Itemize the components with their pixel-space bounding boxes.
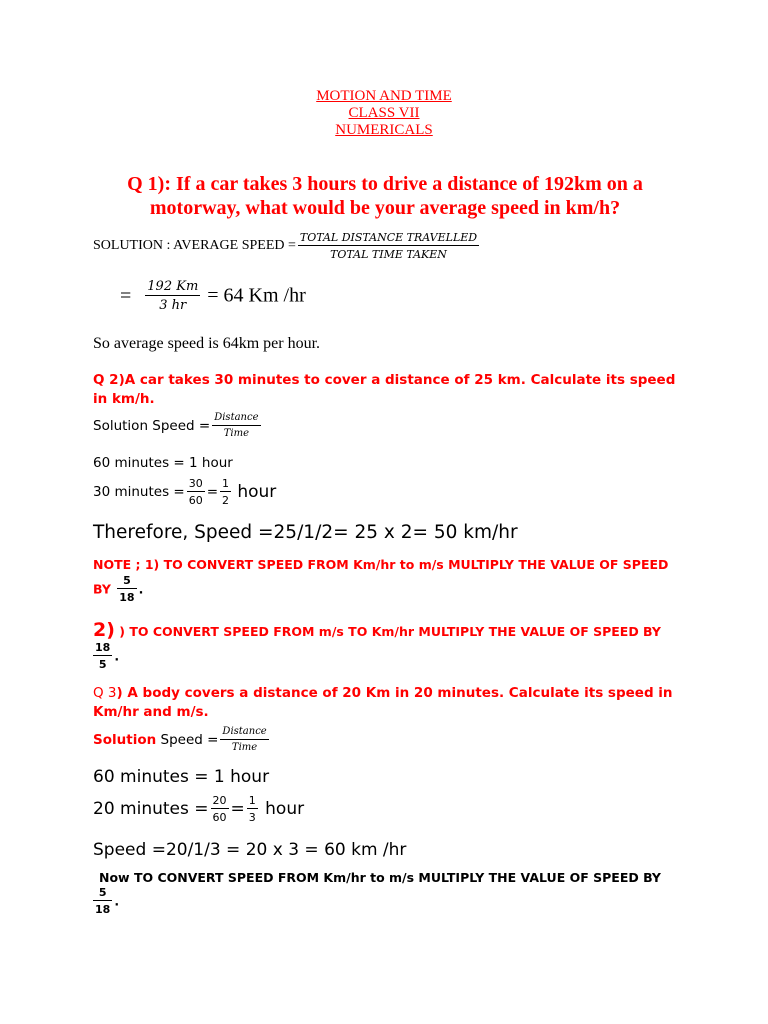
q1-formula-numerator: TOTAL DISTANCE TRAVELLED xyxy=(299,231,478,244)
q2-question-text: Q 2)A car takes 30 minutes to cover a distance of 25 km. Calculate its speed in km/h. xyxy=(93,372,676,407)
note1-by xyxy=(93,575,143,603)
note2-num: 18 xyxy=(95,641,111,654)
q1-solution-label: SOLUTION : AVERAGE SPEED = xyxy=(93,238,296,253)
q3-solution-formula xyxy=(93,727,271,753)
q1-formula-denominator: TOTAL TIME TAKEN xyxy=(330,248,447,261)
q3-label: Q 3 xyxy=(93,685,117,701)
q1-question-text: Q 1): If a car takes 3 hours to drive a distance of 192km on a motorway, what would be your average speed in km/h? xyxy=(127,173,643,219)
note2-text xyxy=(93,619,661,641)
q3-line2-num1: 20 xyxy=(212,794,227,807)
q3-question xyxy=(93,684,683,722)
note2-den: 5 xyxy=(98,658,107,671)
q1-calculation xyxy=(120,280,306,312)
note2-body: ) TO CONVERT SPEED FROM m/s TO Km/hr MULTIPLY THE VALUE OF SPEED BY xyxy=(119,624,661,639)
q2-therefore: Therefore, Speed =25/1/2= 25 x 2= 50 km/hr xyxy=(93,522,518,543)
header-title: MOTION AND TIME xyxy=(316,88,452,104)
note1-num: 5 xyxy=(123,574,131,587)
note1-text: NOTE ; 1) TO CONVERT SPEED FROM Km/hr to m/s MULTIPLY THE VALUE OF SPEED xyxy=(93,557,669,572)
q3-formula-numerator: Distance xyxy=(222,726,267,737)
q2-line2-suffix: hour xyxy=(237,482,277,502)
q3-now-num: 5 xyxy=(98,886,107,899)
q3-line2-eq: = xyxy=(230,799,245,819)
q1-equals: = xyxy=(120,284,132,307)
q3-line2-fraction-2 xyxy=(247,795,258,823)
q3-line2-fraction-1 xyxy=(211,795,229,823)
q2-formula-denominator: Time xyxy=(223,428,249,439)
q2-line2-num1: 30 xyxy=(188,477,203,490)
note1-den: 18 xyxy=(119,591,135,604)
note1-fraction xyxy=(117,575,136,603)
q2-formula-numerator: Distance xyxy=(214,412,259,423)
header-class: CLASS VII xyxy=(348,105,420,121)
note2-fraction xyxy=(93,642,112,670)
q1-calc-fraction xyxy=(145,280,200,312)
q3-line2-num2: 1 xyxy=(248,794,256,807)
q1-conclusion: So average speed is 64km per hour. xyxy=(93,335,321,352)
q3-now-text: Now TO CONVERT SPEED FROM Km/hr to m/s MULTIPLY THE VALUE OF SPEED BY xyxy=(99,870,661,885)
q2-line2-den1: 60 xyxy=(188,494,203,507)
q3-now-fraction-row xyxy=(93,887,119,915)
note1-by-label: BY xyxy=(93,581,111,597)
q3-solution-word: Solution xyxy=(93,732,157,748)
q1-calc-denominator: 3 hr xyxy=(159,298,187,313)
q2-line1: 60 minutes = 1 hour xyxy=(93,455,233,471)
q3-line2 xyxy=(93,795,304,823)
q3-now-end: . xyxy=(114,893,120,909)
q3-speed-label: Speed = xyxy=(156,732,219,748)
q2-line2-fraction-2 xyxy=(220,478,231,506)
q2-question xyxy=(93,371,683,409)
q3-question-text: ) A body covers a distance of 20 Km in 20 minutes. Calculate its speed in Km/hr and m/s. xyxy=(93,685,673,720)
q1-solution-formula xyxy=(93,232,481,260)
q3-line2-den2: 3 xyxy=(248,811,256,824)
note2-end: . xyxy=(114,648,120,664)
q3-line2-suffix: hour xyxy=(265,799,305,819)
q1-calc-numerator: 192 Km xyxy=(147,279,199,294)
q3-line1: 60 minutes = 1 hour xyxy=(93,767,270,787)
q3-formula-denominator: Time xyxy=(231,742,258,753)
q2-solution-label: Solution Speed = xyxy=(93,418,211,434)
q1-calc-result: = 64 Km /hr xyxy=(207,284,306,307)
q3-formula-fraction xyxy=(220,727,268,753)
q2-line2 xyxy=(93,478,276,506)
q3-speed-line: Speed =20/1/3 = 20 x 3 = 60 km /hr xyxy=(93,840,407,860)
q3-now-den: 18 xyxy=(95,903,111,916)
q2-line2-fraction-1 xyxy=(187,478,205,506)
q2-line2-prefix: 30 minutes = xyxy=(93,484,185,500)
q2-line2-den2: 2 xyxy=(222,494,230,507)
note2-number: 2) xyxy=(93,619,115,641)
q2-solution-formula xyxy=(93,413,263,439)
q2-line2-num2: 1 xyxy=(222,477,230,490)
q3-now-fraction xyxy=(93,887,112,915)
note2-fraction-row xyxy=(93,642,119,670)
q2-formula-fraction xyxy=(212,413,260,439)
q1-question xyxy=(100,172,670,220)
q2-line2-eq: = xyxy=(206,484,219,500)
q1-formula-fraction xyxy=(298,232,479,260)
document-header xyxy=(0,88,768,139)
q3-line2-prefix: 20 minutes = xyxy=(93,799,209,819)
q3-line2-den1: 60 xyxy=(212,811,227,824)
note1-end: . xyxy=(138,581,144,597)
header-subtitle: NUMERICALS xyxy=(335,122,433,138)
